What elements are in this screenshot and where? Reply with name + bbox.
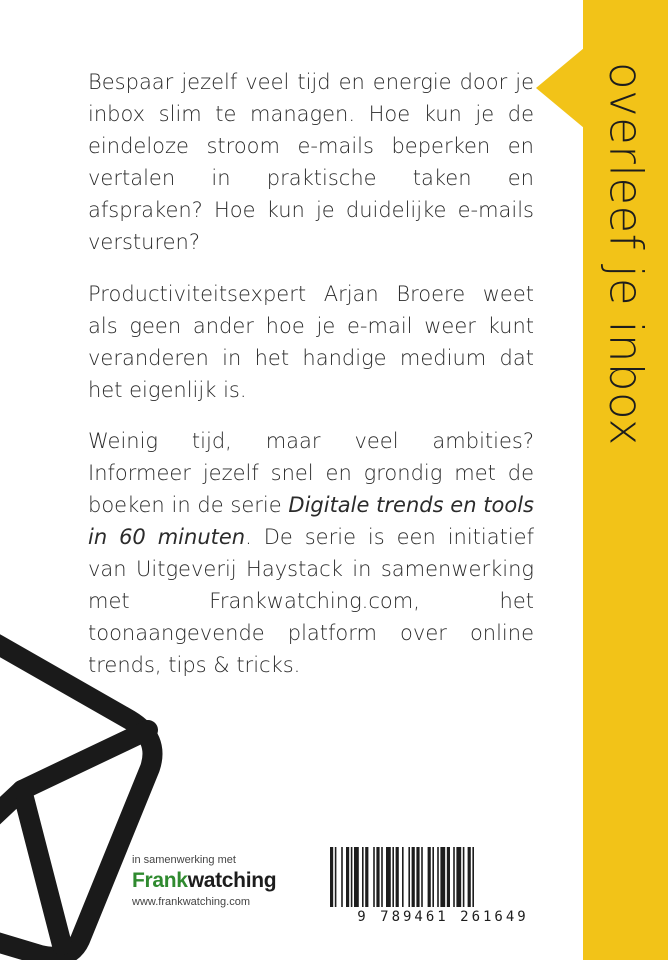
spine-arrow-notch bbox=[536, 48, 584, 128]
logo-part-frank: Frank bbox=[132, 869, 188, 892]
barcode-bar bbox=[373, 847, 375, 907]
spine-title: overleef je inbox bbox=[599, 62, 653, 446]
barcode-bar bbox=[437, 847, 439, 907]
barcode-bar bbox=[354, 847, 359, 907]
barcode-bar bbox=[408, 847, 410, 907]
frankwatching-logo bbox=[132, 869, 302, 893]
blurb-paragraph-3-intro: Weinig tijd, maar veel ambities? Informeer jezelf snel en grondig met de boeken in de serie bbox=[88, 429, 534, 517]
logo-part-watching: watching bbox=[187, 869, 277, 892]
series-title: Digitale trends en tools in 60 minuten bbox=[88, 493, 534, 549]
barcode-bar bbox=[396, 847, 399, 907]
barcode-bar bbox=[335, 847, 337, 907]
barcode-bar bbox=[468, 847, 471, 907]
barcode-bar bbox=[341, 847, 343, 907]
blurb-paragraph-1: Bespaar jezelf veel tijd en energie door je inbox slim te managen. Hoe kun je de eindeloze stroom e-mails beperken en vertalen in praktische taken en afspraken? Hoe kun je duidelijke e-mails versturen? bbox=[88, 70, 534, 254]
barcode-bar bbox=[346, 847, 349, 907]
barcode-bar bbox=[402, 847, 404, 907]
barcode-bar bbox=[453, 847, 455, 907]
isbn-barcode bbox=[318, 843, 568, 933]
barcode-bar bbox=[428, 847, 431, 907]
barcode-bar bbox=[416, 847, 419, 907]
isbn-number: 9 789461 261649 bbox=[357, 909, 529, 925]
barcode-bar bbox=[440, 847, 445, 907]
barcode-bar bbox=[412, 847, 415, 907]
partner-tagline: in samenwerking met bbox=[132, 854, 236, 866]
partner-block bbox=[132, 854, 302, 908]
barcode-bar bbox=[463, 847, 465, 907]
barcode-bar bbox=[432, 847, 434, 907]
barcode-icon bbox=[328, 847, 558, 907]
barcode-bar bbox=[330, 847, 333, 907]
barcode-bar bbox=[421, 847, 423, 907]
barcode-bar bbox=[365, 847, 368, 907]
barcode-bar bbox=[386, 847, 391, 907]
barcode-bar bbox=[351, 847, 353, 907]
barcode-bar bbox=[381, 847, 383, 907]
blurb-paragraph-3-outro: . De serie is een initiatief van Uitgeverij Haystack in samenwerking met Frankwatching.com, het toonaangevende platform over online trends, tips & tricks. bbox=[88, 525, 534, 677]
barcode-bar bbox=[447, 847, 450, 907]
barcode-bar bbox=[376, 847, 379, 907]
barcode-bar bbox=[362, 847, 364, 907]
barcode-bar bbox=[392, 847, 394, 907]
partner-url: www.frankwatching.com bbox=[132, 896, 250, 908]
barcode-bar bbox=[456, 847, 461, 907]
blurb-paragraph-2: Productiviteitsexpert Arjan Broere weet als geen ander hoe je e-mail weer kunt veranderen in het handige medium dat het eigenlijk is. bbox=[88, 282, 534, 402]
barcode-bar bbox=[472, 847, 474, 907]
